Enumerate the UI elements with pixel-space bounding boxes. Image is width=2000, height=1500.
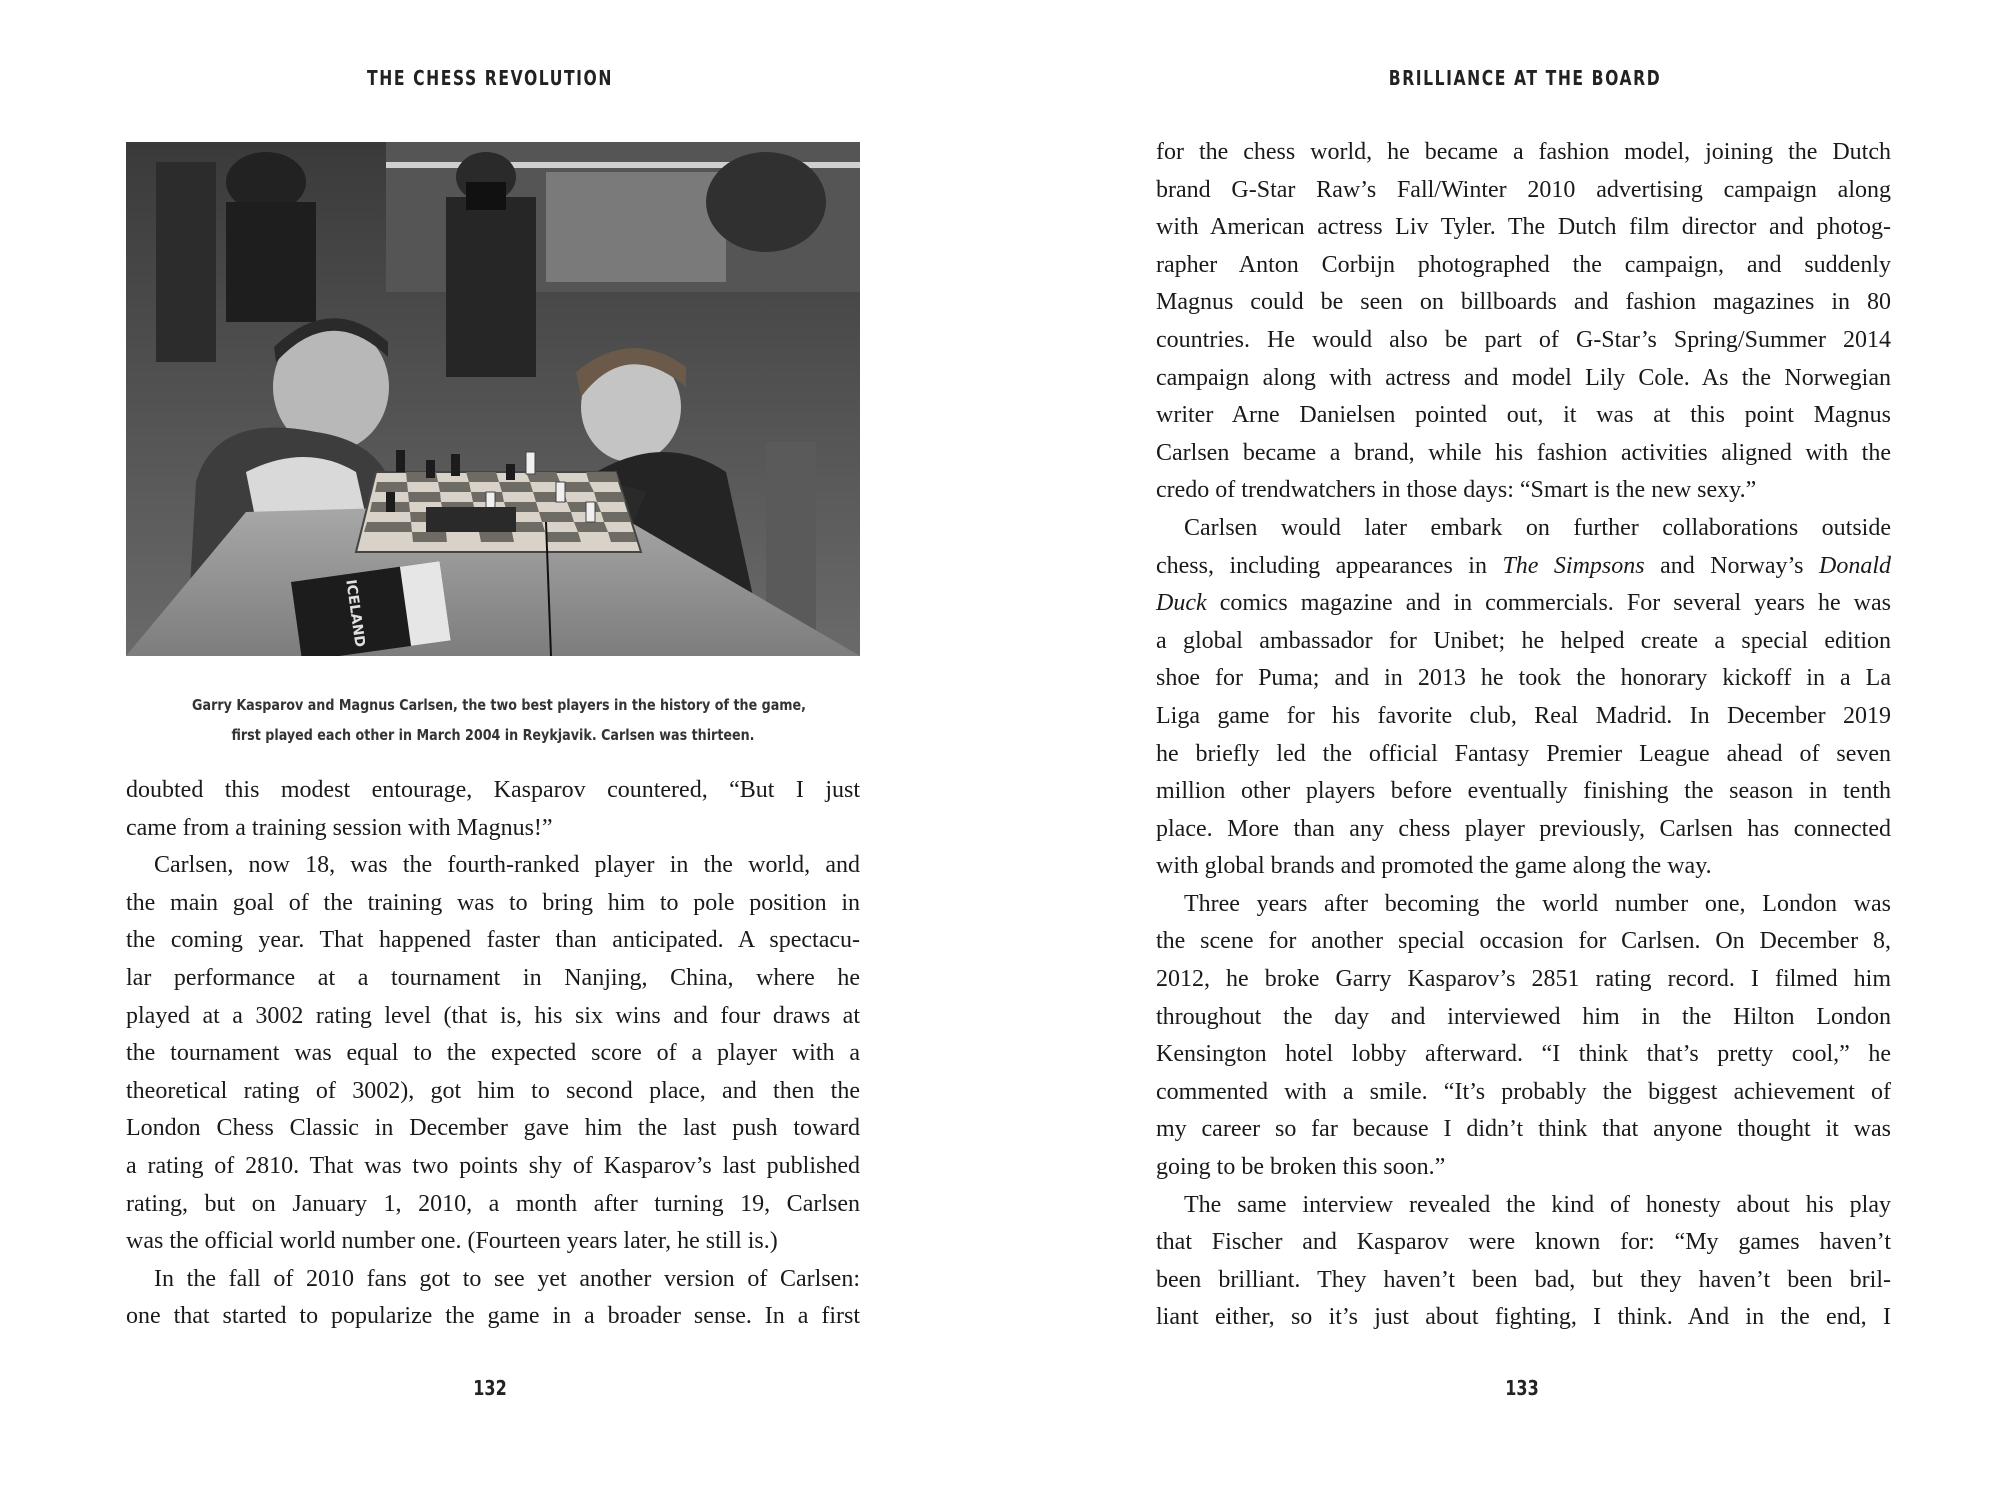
text-line bbox=[1156, 548, 1891, 586]
text-line: going to be broken this soon.” bbox=[1156, 1154, 1446, 1181]
text-line: doubted this modest entourage, Kasparov countered, “But I just bbox=[126, 777, 860, 803]
text-line: writer Arne Danielsen pointed out, it was at this point Magnus bbox=[1156, 402, 1891, 429]
text-line: Kensington hotel lobby afterward. “I think that’s pretty cool,” he bbox=[1156, 1041, 1891, 1068]
text-line: countries. He would also be part of G-Star’s Spring/Summer 2014 bbox=[1156, 326, 1891, 353]
text-line: Magnus could be seen on billboards and fashion magazines in 80 bbox=[1156, 289, 1891, 316]
text-line: was the official world number one. (Fourteen years later, he still is.) bbox=[126, 1228, 778, 1255]
text-line: In the fall of 2010 fans got to see yet another version of Carlsen: bbox=[154, 1265, 860, 1292]
text-line: Liga game for his favorite club, Real Madrid. In December 2019 bbox=[1156, 702, 1891, 729]
text-line: Carlsen, now 18, was the fourth-ranked player in the world, and bbox=[154, 852, 860, 879]
text-line: shoe for Puma; and in 2013 he took the honorary kickoff in a La bbox=[1156, 665, 1891, 692]
text-line: he briefly led the official Fantasy Premier League ahead of seven bbox=[1156, 740, 1891, 767]
running-head: BRILLIANCE AT THE BOARD bbox=[1388, 66, 1662, 90]
text-line: campaign along with actress and model Lily Cole. As the Norwegian bbox=[1156, 364, 1891, 391]
text-line: lar performance at a tournament in Nanjing, China, where he bbox=[126, 964, 860, 991]
text-line: liant either, so it’s just about fighting, I think. And in the end, I bbox=[1156, 1304, 1891, 1331]
text-line: a global ambassador for Unibet; he helped create a special edition bbox=[1156, 627, 1891, 654]
body-text bbox=[1156, 134, 1891, 1337]
text-line: credo of trendwatchers in those days: “Smart is the new sexy.” bbox=[1156, 477, 1757, 504]
text-line: Carlsen became a brand, while his fashion activities aligned with the bbox=[1156, 439, 1891, 466]
text-line: brand G-Star Raw’s Fall/Winter 2010 advertising campaign along bbox=[1156, 176, 1891, 203]
text-line: commented with a smile. “It’s probably the biggest achievement of bbox=[1156, 1078, 1891, 1105]
text-line: million other players before eventually finishing the season in tenth bbox=[1156, 778, 1891, 805]
body-text bbox=[126, 772, 860, 1336]
text-line: throughout the day and interviewed him in the Hilton London bbox=[1156, 1003, 1891, 1030]
text-line: the scene for another special occasion for Carlsen. On December 8, bbox=[1156, 928, 1891, 955]
text-line: rapher Anton Corbijn photographed the campaign, and suddenly bbox=[1156, 251, 1891, 278]
text-line: a rating of 2810. That was two points shy of Kasparov’s last published bbox=[126, 1152, 860, 1179]
text-line: with American actress Liv Tyler. The Dutch film director and photog- bbox=[1156, 214, 1891, 241]
caption-line: Garry Kasparov and Magnus Carlsen, the two best players in the history of the game, bbox=[192, 696, 806, 714]
text-line: came from a training session with Magnus!” bbox=[126, 814, 553, 841]
text-line: played at a 3002 rating level (that is, his six wins and four draws at bbox=[126, 1002, 860, 1029]
page-number: 132 bbox=[473, 1376, 507, 1400]
text-line: the main goal of the training was to bring him to pole position in bbox=[126, 889, 860, 916]
running-head: THE CHESS REVOLUTION bbox=[367, 66, 613, 90]
text-segment: comics magazine and in commercials. For several years he was bbox=[1206, 590, 1891, 617]
text-line: that Fischer and Kasparov were known for: “My games haven’t bbox=[1156, 1229, 1891, 1256]
text-segment: chess, including appearances in bbox=[1156, 552, 1503, 579]
text-line bbox=[1156, 585, 1891, 623]
text-segment: and Norway’s bbox=[1644, 552, 1819, 579]
text-line: Three years after becoming the world number one, London was bbox=[1184, 890, 1891, 917]
text-line: theoretical rating of 3002), got him to second place, and then the bbox=[126, 1077, 860, 1104]
text-line: the coming year. That happened faster than anticipated. A spectacu- bbox=[126, 927, 860, 954]
caption-line: first played each other in March 2004 in Reykjavik. Carlsen was thirteen. bbox=[231, 726, 755, 744]
text-line: place. More than any chess player previously, Carlsen has connected bbox=[1156, 815, 1891, 842]
text-line: 2012, he broke Garry Kasparov’s 2851 rating record. I filmed him bbox=[1156, 966, 1891, 993]
text-line: with global brands and promoted the game along the way. bbox=[1156, 853, 1712, 880]
text-line: rating, but on January 1, 2010, a month after turning 19, Carlsen bbox=[126, 1190, 860, 1217]
text-line: Carlsen would later embark on further collaborations outside bbox=[1184, 514, 1891, 541]
page-number: 133 bbox=[1505, 1376, 1539, 1400]
text-line: London Chess Classic in December gave him the last push toward bbox=[126, 1115, 860, 1142]
chess-match-photo bbox=[126, 142, 860, 656]
text-line: for the chess world, he became a fashion model, joining the Dutch bbox=[1156, 139, 1891, 165]
text-line: one that started to popularize the game in a broader sense. In a first bbox=[126, 1303, 860, 1330]
text-line: the tournament was equal to the expected score of a player with a bbox=[126, 1040, 860, 1067]
italic-title: Donald bbox=[1819, 552, 1891, 579]
text-line: The same interview revealed the kind of honesty about his play bbox=[1184, 1191, 1891, 1218]
photo-caption bbox=[126, 690, 860, 750]
text-line: my career so far because I didn’t think that anyone thought it was bbox=[1156, 1116, 1891, 1143]
photo-brochure-text: ICELAND bbox=[342, 578, 368, 649]
text-line: been brilliant. They haven’t been bad, but they haven’t been bril- bbox=[1156, 1266, 1891, 1293]
italic-title: The Simpsons bbox=[1502, 552, 1645, 579]
right-page bbox=[1000, 0, 2000, 1500]
italic-title: Duck bbox=[1156, 590, 1207, 617]
